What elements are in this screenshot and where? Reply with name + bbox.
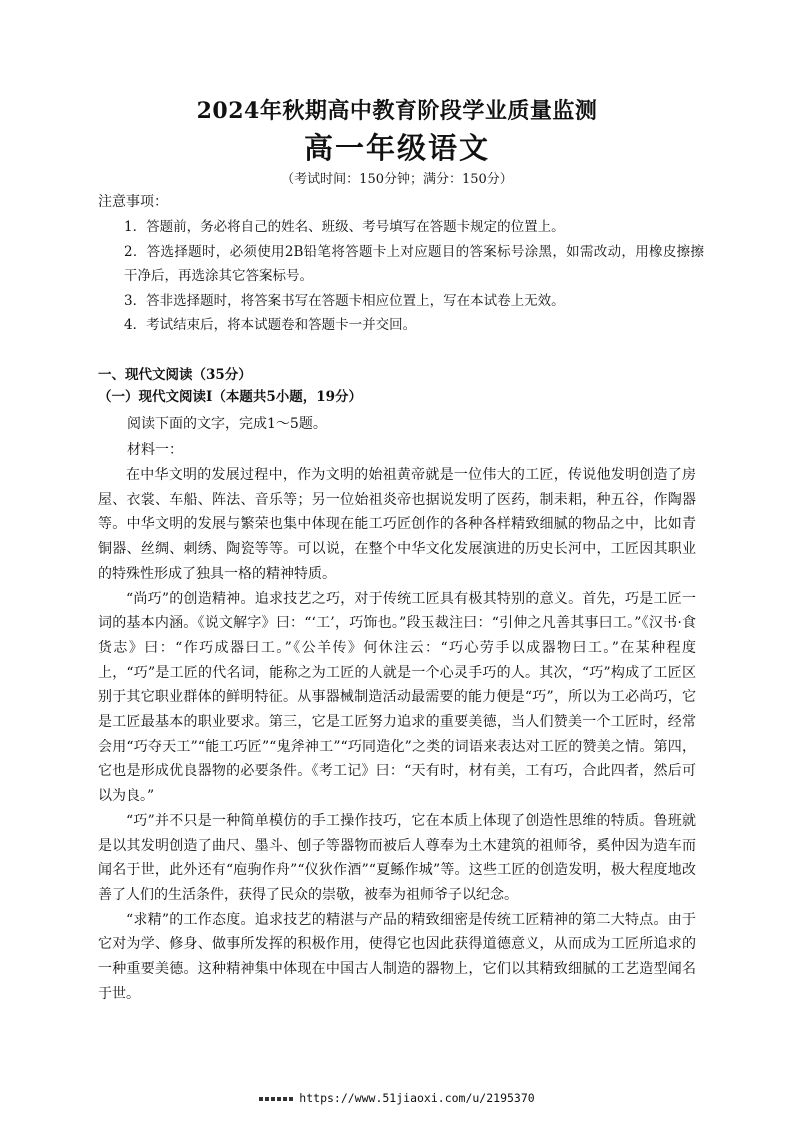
passage-paragraph: “求精”的工作态度。追求技艺的精湛与产品的精致细密是传统工匠精神的第二大特点。由于它对为学、修身、做事所发挥的积极作用，使得它也因此获得道德意义，从而成为工匠所追求的一种重要美德。这种精神集中体现在中国古人制造的器物上，它们以其精致细腻的工艺造型闻名于世。 (98, 911, 696, 1002)
exam-title: 2024年秋期高中教育阶段学业质量监测 (196, 98, 598, 124)
reading-instruction: 阅读下面的文字，完成1～5题。 (127, 416, 327, 432)
passage-paragraph: “巧”并不只是一种简单模仿的手工操作技巧，它在本质上体现了创造性思维的特质。鲁班就是以其发明创造了曲尺、墨斗、刨子等器物而被后人尊奉为土木建筑的祖师爷，奚仲因为造车而闻名于世，此外还有“庖驹作舟”“仪狄作酒”“夏鲧作城”等。这些工匠的创造发明，极大程度地改善了人们的生活条件，获得了民众的崇敬，被奉为祖师爷子以纪念。 (98, 812, 696, 903)
exam-subtitle: 高一年级语文 (303, 131, 490, 165)
passage-paragraph: 在中华文明的发展过程中，作为文明的始祖黄帝就是一位伟大的工匠，传说他发明创造了房屋、衣裳、车船、阵法、音乐等；另一位始祖炎帝也据说发明了医药，制耒耜，种五谷，作陶器等。中华文明的发展与繁荣也集中体现在能工巧匠创作的各种各样精致细腻的物品之中，比如青铜器、丝绸、刺绣、陶瓷等等。可以说，在整个中华文化发展演进的历史长河中，工匠因其职业的特殊性形成了独具一格的精神特质。 (98, 467, 696, 582)
notice-list (124, 215, 704, 338)
subsection-heading: （一）现代文阅读Ⅰ（本题共5小题，19分） (98, 389, 362, 405)
notice-item: 1．答题前，务必将自己的姓名、班级、考号填写在答题卡规定的位置上。 (124, 219, 565, 235)
footer-url[interactable]: https://www.51jiaoxi.com/u/2195370 (299, 1091, 535, 1105)
material-label: 材料一： (127, 442, 183, 458)
notice-item: 3．答非选择题时，将答案书写在答题卡相应位置上，写在本试卷上无效。 (124, 292, 565, 309)
section-heading: 一、现代文阅读（35分） (98, 367, 252, 383)
notice-item: 4．考试结束后，将本试题卷和答题卡一并交回。 (124, 317, 417, 334)
notice-item: 2．答选择题时，必须使用2B铅笔将答题卡上对应题目的答案标号涂黑，如需改动，用橡皮擦擦干净后，再选涂其它答案标号。 (124, 243, 704, 285)
notice-heading: 注意事项： (98, 194, 168, 210)
watermark-mark-icon (259, 1097, 293, 1101)
passage-paragraph: “尚巧”的创造精神。追求技艺之巧，对于传统工匠具有极其特别的意义。首先，巧是工匠一词的基本内涵。《说文解字》曰：“‘工’，巧饰也。”段玉裁注曰：“引伸之凡善其事曰工。”《汉书·食货志》曰：“作巧成器曰工。”《公羊传》何休注云：“巧心劳手以成器物曰工。”在某种程度上，“巧”是工匠的代名词，能称之为工匠的人就是一个心灵手巧的人。其次，“巧”构成了工匠区别于其它职业群体的鲜明特征。从事器械制造活动最需要的能力便是“巧”，所以为工必尚巧，它是工匠最基本的职业要求。第三，它是工匠努力追求的重要美德，当人们赞美一个工匠时，经常会用“巧夺天工”“能工巧匠”“鬼斧神工”“巧同造化”之类的词语来表达对工匠的赞美之情。第四，它也是形成优良器物的必要条件。《考工记》曰：“天有时，材有美，工有巧，合此四者，然后可以为良。” (98, 590, 696, 805)
exam-time-score: （考试时间：150分钟；满分：150分） (281, 172, 513, 187)
reading-passage (98, 463, 696, 1006)
page-footer (0, 1089, 794, 1107)
